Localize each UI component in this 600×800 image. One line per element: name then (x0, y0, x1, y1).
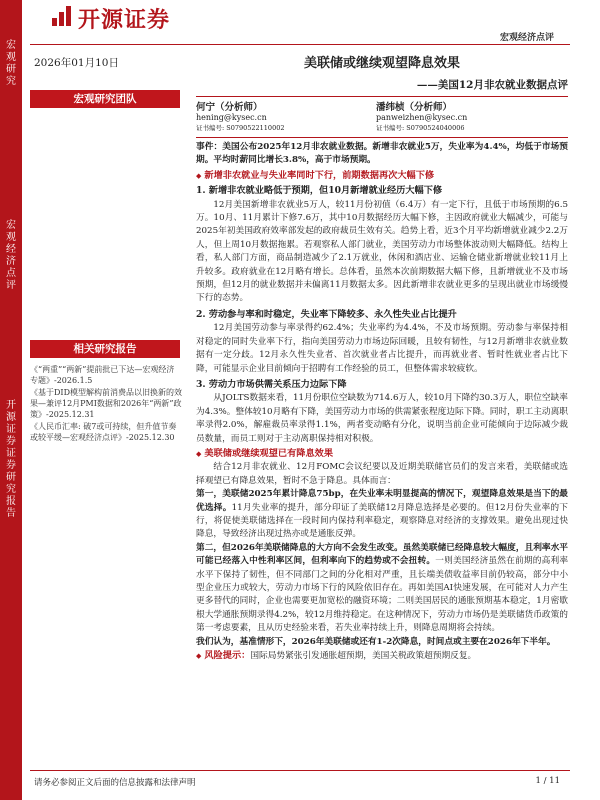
section-heading-bullet: ◆ 新增非农就业与失业率同时下行，前期数据再次大幅下修 (196, 169, 568, 182)
header-category: 宏观经济点评 (499, 33, 554, 43)
subtitle-divider (196, 96, 568, 97)
event-paragraph: 事件：美国公布2025年12月非农就业数据。新增非农就业5万，失业率为4.4%，均低于市场预期。平均时薪同比增长3.8%，高于市场预期。 (196, 142, 568, 166)
related-reports-list (30, 364, 182, 444)
risk-text: 国际局势紧张引发通胀超预期，美国关税政策超预期反复。 (250, 651, 477, 662)
body-paragraph (196, 488, 568, 542)
analyst-block (196, 103, 568, 133)
related-report-link[interactable]: 《基于DID模型解构前消费品以旧换新的效果—兼评12月PMI数据和2026年“两新”政策》-2025.12.31 (30, 388, 182, 419)
analyst-divider (196, 137, 568, 138)
body-paragraph (196, 542, 568, 636)
brand-logo-icon (50, 4, 76, 28)
analyst-name: 何宁（分析师） (196, 102, 263, 113)
conclusion-paragraph: 我们认为，基准情形下，2026年美联储或还有1-2次降息，时间点或主要在2026年下半年。 (196, 636, 556, 647)
analyst-card (196, 103, 356, 133)
analyst-email[interactable]: hening@kysec.cn (196, 113, 267, 122)
research-team-label: 宏观研究团队 (30, 90, 180, 108)
strip-label-research: 宏观研究 (6, 40, 16, 87)
footer-disclaimer: 请务必参阅正文后面的信息披露和法律声明 (34, 778, 196, 788)
section-heading: 2. 劳动参与率和时稳定，失业率下降较多、永久性失业占比提升 (196, 308, 457, 320)
report-subtitle: ——美国12月非农就业数据点评 (416, 79, 568, 91)
analyst-email[interactable]: panweizhen@kysec.cn (376, 113, 468, 122)
report-title: 美联储或继续观望降息效果 (303, 56, 460, 71)
body-paragraph: 结合12月非农就业、12月FOMC会议纪要以及近期美联储官员们的发言来看，美联储或选择观望已有降息效果，暂时不急于降息。具体而言： (196, 462, 568, 486)
report-body (196, 141, 568, 663)
risk-paragraph (196, 649, 568, 663)
strip-label-category: 宏观经济点评 (6, 220, 16, 291)
section-heading: 1. 新增非农就业略低于预期，但10月新增就业经历大幅下修 (196, 185, 443, 197)
body-paragraph: 12月美国新增非农就业5万人，较11月份初值（6.4万）有一定下行，且低于市场预期的6.5万。10月、11月累计下修7.6万，其中10月数据经历大幅下修，主因政府就业大幅减少，可能与2025年初美国政府效率部发起的政府裁员生效有关。趋势上看，近3个月平均新增就业减少2.2万人，但上周10月数据拖累。若观察私人部门就业，美国劳动力市场整体波动则大幅降低。结构上看，私人部门方面，商品制造减少了2.1万就业，休闲和酒店业、运输仓储业新增就业较11月上升较多。政府就业在12月略有增长。总体看，虽然本次前期数据大幅下修，且新增就业不及市场预期，但12月的就业数据并未偏离11月数据太多。因此新增非农就业更多的呈现出就业市场缓慢下行的态势。 (196, 199, 568, 304)
brand-logo-text: 开源证券 (78, 8, 171, 33)
body-paragraph: 从JOLTS数据来看，11月份职位空缺数为714.6万人，较10月下降约30.3万人，职位空缺率为4.3%。整体较10月略有下降，美国劳动力市场的供需紧张程度边际下降。同时，职工主动离职率录得2.0%，解雇裁员率录得1.1%，两者变动略有分化，说明当前企业可能倾向于边际减少裁员数量，而员工则对于主动离职保持相对积极。 (196, 393, 568, 444)
analyst-cert: 证书编号: S0790522110002 (196, 124, 285, 132)
footer-divider (30, 770, 570, 771)
report-date: 2026年01月10日 (34, 57, 119, 69)
strip-label-broker: 开源证券 证券研究报告 (6, 400, 16, 519)
section-heading-bullet: ◆ 美联储或继续观望已有降息效果 (196, 447, 568, 460)
analyst-cert: 证书编号: S0790524040006 (376, 124, 465, 132)
header-divider (30, 44, 570, 45)
related-reports-label: 相关研究报告 (30, 340, 180, 358)
main-content (196, 48, 568, 663)
related-report-link[interactable]: 《“两重”“两新”提前批已下达—宏观经济专题》-2026.1.5 (30, 365, 175, 385)
body-paragraph: 12月美国劳动参与率录得约62.4%；失业率约为4.4%，不及市场预期。劳动参与率保持相对稳定的同时失业率下行，指向美国劳动力市场边际回暖，且较有韧性，与12月新增非农就业数据有一定分歧。12月永久性失业者、首次就业者占比提升，而再就业者、暂时性就业者占比下降，可能显示企业目前倾向于招聘有工作经验的员工，但整体需求较疲软。 (196, 323, 568, 374)
page-number: 1 / 11 (535, 776, 560, 786)
point-text: 一则美国经济虽然在前期的高利率水平下保持了韧性，但不同部门之间的分化相对严重，且长端美债收益率目前仍较高，部分中小型企业压力或较大，劳动力市场下行的风险依旧存在。再如美国AI快速发展，在可能对人力产生更多替代的同时，企业也需要更加宽松的融资环境；二则美国居民的通胀预期基本稳定，1月密歇根大学通胀预期录得4.2%，较12月维持稳定。在这种情况下，劳动力市场仍是美联储货币政策的第一考虑要素，且从历史经验来看，若失业率持续上升，则降息周期将会持续。 (196, 556, 569, 634)
point-lead: 第一，美联储2025年累计降息75bp，在失业率未明显提高的情况下，观望降息效果是当下的最优选择。 (196, 489, 568, 513)
related-report-link[interactable]: 《人民币汇率: 破7或可持续，但升值节奏或较平缓—宏观经济点评》-2025.12.30 (30, 422, 177, 442)
analyst-card (376, 103, 536, 133)
risk-label: ◆ 风险提示： (196, 650, 250, 661)
point-lead: 第二，但2026年美联储降息的大方向不会发生改变。虽然美联储已经降息较大幅度，且利率水平可能已经落入中性利率区间，但利率向下的趋势或不会扭转。 (196, 542, 568, 567)
analyst-name: 潘纬桢（分析师） (376, 102, 453, 113)
left-color-strip (0, 0, 22, 800)
point-text: 11月失业率的提升，部分印证了美联储12月降息选择是必要的。但12月份失业率的下行，将促使美联储选择在一段时间内保持利率稳定，观察降息对经济的支撑效果。避免出现过快降息，导致经济出现过热亦或是通胀反弹。 (196, 502, 568, 540)
section-heading: 3. 劳动力市场供需关系压力边际下降 (196, 378, 347, 390)
